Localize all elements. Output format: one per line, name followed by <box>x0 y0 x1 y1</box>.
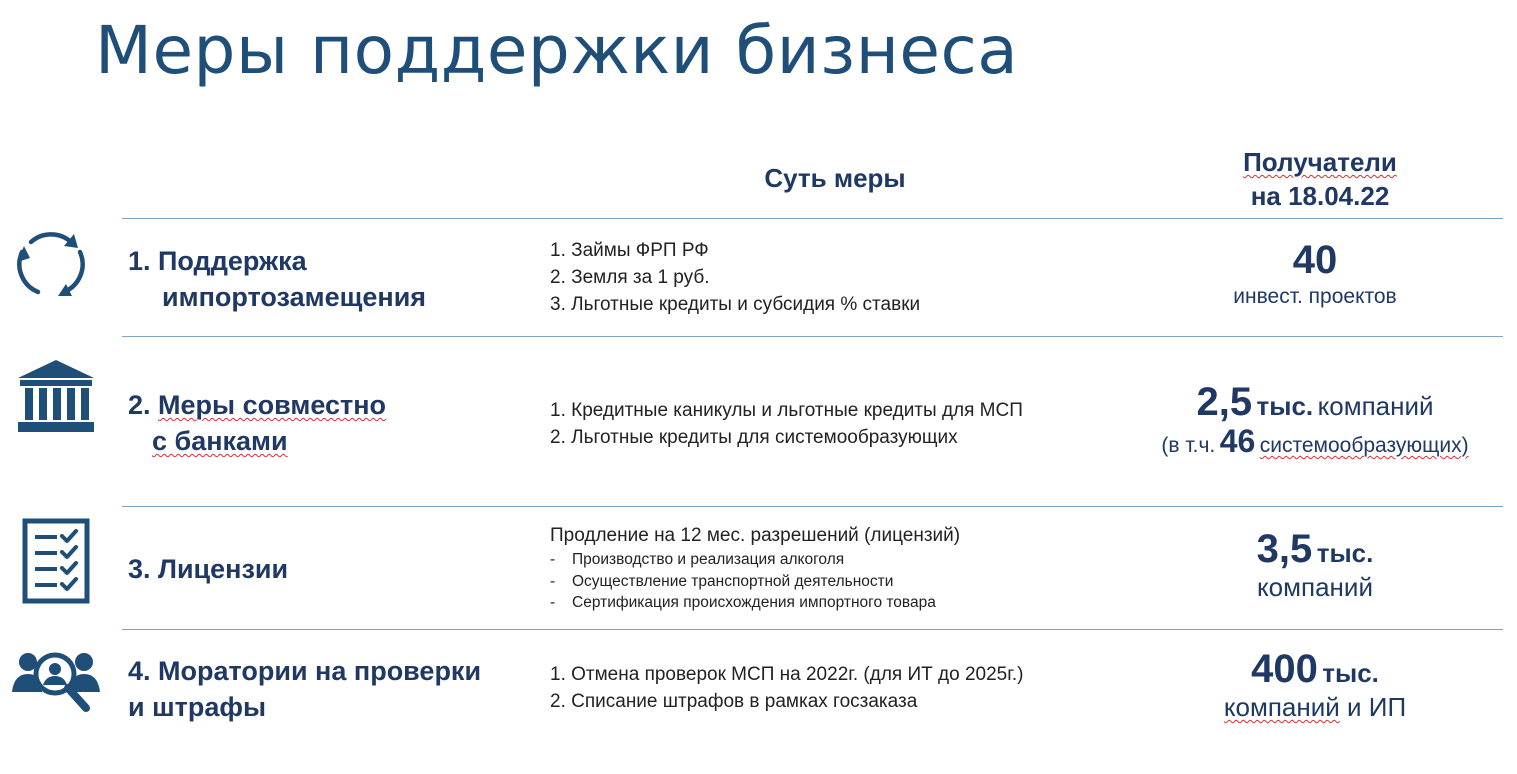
list-lead: Продление на 12 мес. разрешений (лицензий) <box>550 525 961 546</box>
row-4-name: 4. Моратории на проверки и штрафы <box>128 656 482 722</box>
result-unit: тыс. <box>1316 538 1374 568</box>
column-header-recipients <box>1190 145 1450 213</box>
result-label: инвест. проектов <box>1233 285 1397 308</box>
result-value: 3,5 <box>1256 527 1313 571</box>
list-item: - Осуществление транспортной деятельности <box>550 572 894 590</box>
row-2-items <box>550 397 1023 451</box>
result-value: 2,5 <box>1196 380 1253 424</box>
list-item: 1. Кредитные каникулы и льготные кредиты для МСП <box>550 400 1023 421</box>
list-item: 2. Земля за 1 руб. <box>550 267 710 288</box>
row-1-name: 1. Поддержка импортозамещения <box>128 246 427 312</box>
page-title: Меры поддержки бизнеса <box>95 12 1019 89</box>
result-value: 400 <box>1251 647 1318 691</box>
row-4-result <box>1180 647 1450 723</box>
checklist-icon <box>22 518 90 609</box>
list-item: 1. Займы ФРП РФ <box>550 240 709 261</box>
row-4-items <box>550 661 1023 715</box>
row-divider <box>122 218 1503 219</box>
row-3-items <box>550 522 960 614</box>
row-1-items <box>550 237 920 318</box>
row-divider <box>122 336 1503 337</box>
row-3-result <box>1190 527 1440 603</box>
list-item: - Производство и реализация алкоголя <box>550 551 845 568</box>
row-1-result <box>1190 238 1440 309</box>
list-item: 2. Списание штрафов в рамках госзаказа <box>550 691 918 712</box>
result-note-label: системообразующих) <box>1259 434 1469 457</box>
result-note-open: (в т.ч. <box>1161 434 1216 457</box>
column-header-essence: Суть меры <box>764 163 906 193</box>
list-item: 2. Льготные кредиты для системообразующих <box>550 427 958 448</box>
recipients-header-line2: на 18.04.22 <box>1250 181 1390 211</box>
row-divider <box>122 506 1503 507</box>
result-unit: тыс. <box>1322 658 1379 688</box>
inspection-people-icon <box>10 648 102 721</box>
result-label-suffix: и ИП <box>1347 692 1407 722</box>
result-unit: тыс. <box>1256 391 1314 421</box>
row-2-name: 2. Меры совместно с банками <box>128 390 387 456</box>
result-label: компаний <box>1317 391 1434 421</box>
list-item: 1. Отмена проверок МСП на 2022г. (для ИТ до 2025г.) <box>550 664 1024 685</box>
result-note-value: 46 <box>1219 423 1256 459</box>
list-item: - Сертификация происхождения импортного товара <box>550 594 936 611</box>
row-2-result <box>1140 380 1490 460</box>
refresh-cycle-icon <box>14 228 88 303</box>
result-value: 40 <box>1292 238 1338 282</box>
result-label: компаний <box>1223 692 1340 722</box>
recipients-header-line1: Получатели <box>1243 147 1397 177</box>
bank-building-icon <box>16 358 96 439</box>
row-divider <box>122 629 1503 630</box>
list-item: 3. Льготные кредиты и субсидия % ставки <box>550 294 921 315</box>
row-3-name: 3. Лицензии <box>128 554 289 584</box>
result-label: компаний <box>1257 572 1373 602</box>
